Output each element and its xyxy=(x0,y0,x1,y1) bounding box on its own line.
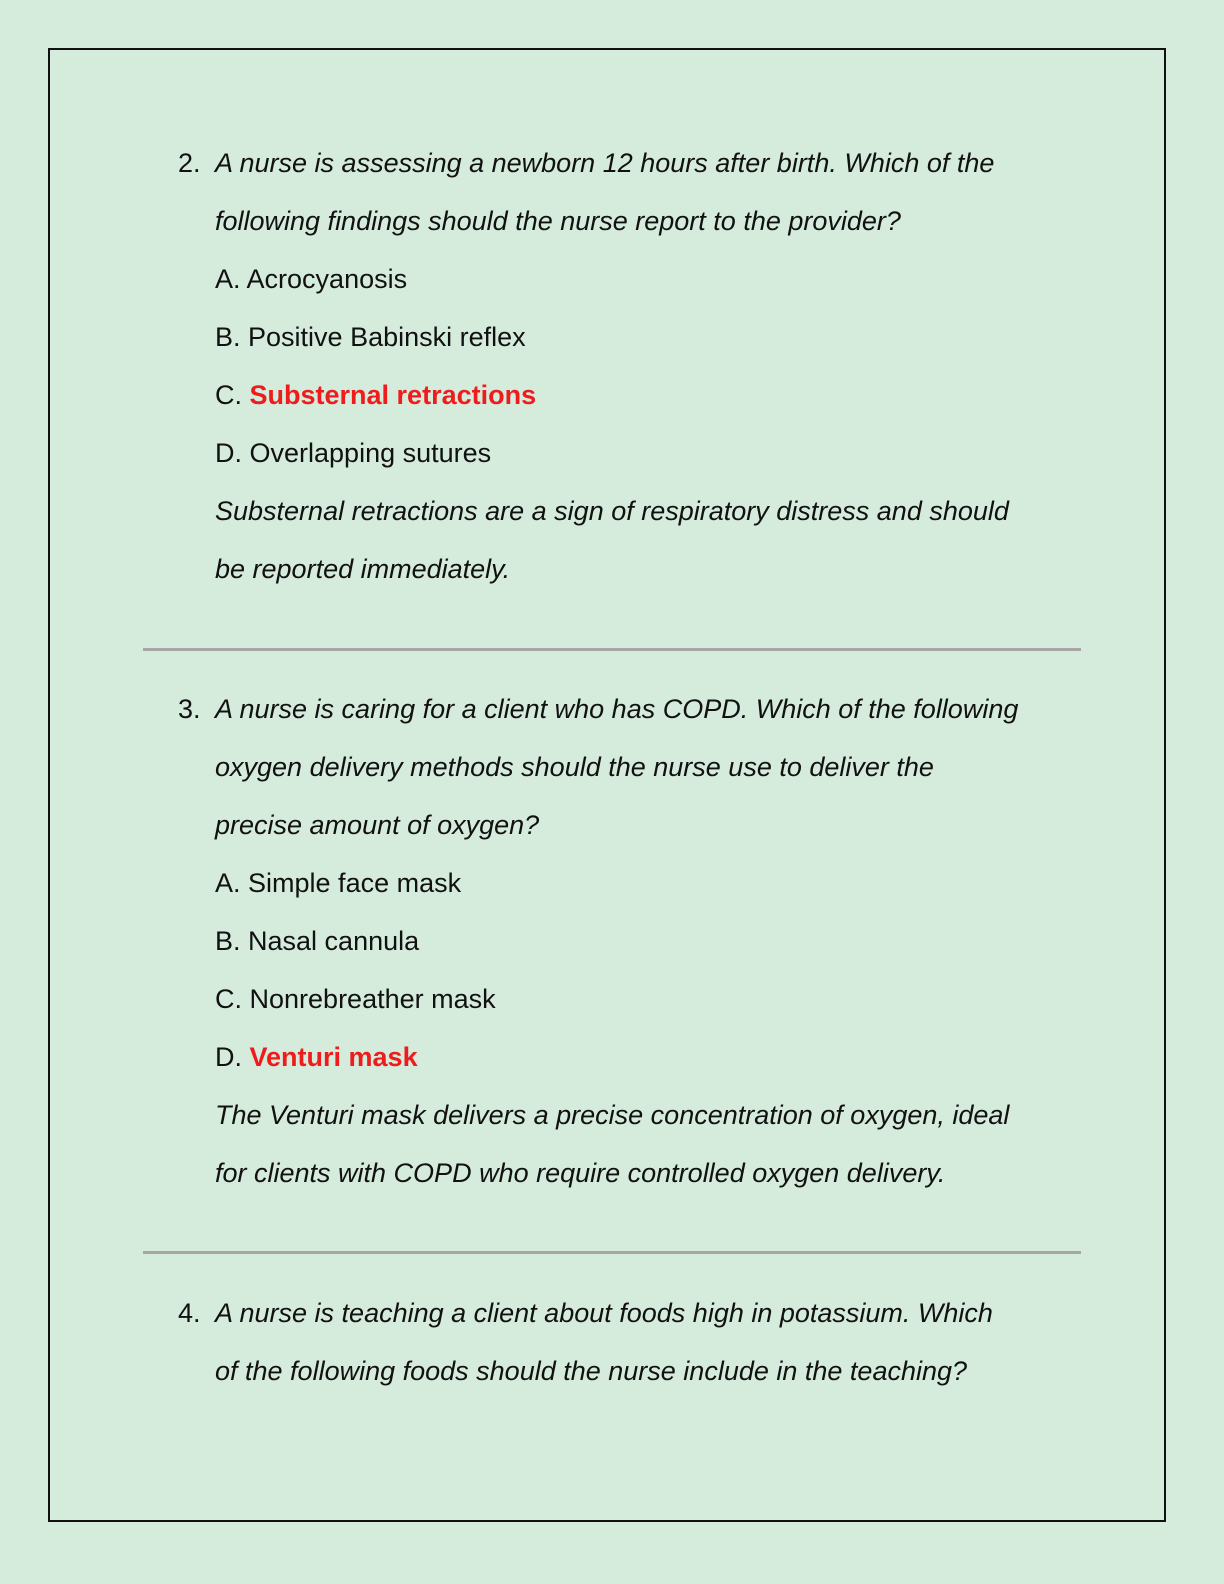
option-text: Positive Babinski reflex xyxy=(248,322,526,352)
option-letter: D. xyxy=(215,1042,242,1072)
question-stem-line: A nurse is teaching a client about foods high in potassium. Which xyxy=(215,1298,993,1328)
option-a xyxy=(215,854,461,912)
option-b xyxy=(215,912,419,970)
option-letter: A. xyxy=(215,868,241,898)
option-d xyxy=(215,1028,418,1086)
option-letter: B. xyxy=(215,926,241,956)
option-letter: A. xyxy=(215,264,241,294)
option-text: Simple face mask xyxy=(248,868,462,898)
option-letter: C. xyxy=(215,380,242,410)
correct-answer-text: Substernal retractions xyxy=(249,380,537,410)
correct-answer-text: Venturi mask xyxy=(249,1042,418,1072)
option-letter: C. xyxy=(215,984,242,1014)
option-text: Acrocyanosis xyxy=(246,264,408,294)
rationale-line: for clients with COPD who require controlled oxygen delivery. xyxy=(215,1158,946,1188)
section-divider xyxy=(143,1251,1081,1254)
option-text: Nasal cannula xyxy=(248,926,420,956)
question-number: 2. xyxy=(178,148,201,178)
option-letter: B. xyxy=(215,322,241,352)
question-stem-line: oxygen delivery methods should the nurse use to deliver the xyxy=(215,752,934,782)
option-b xyxy=(215,308,526,366)
rationale-line: Substernal retractions are a sign of respiratory distress and should xyxy=(215,496,1009,526)
question-number: 3. xyxy=(178,694,201,724)
option-c xyxy=(215,366,536,424)
rationale-line: be reported immediately. xyxy=(215,554,511,584)
option-d xyxy=(215,424,491,482)
question-stem-line: A nurse is caring for a client who has COPD. Which of the following xyxy=(215,694,1019,724)
section-divider xyxy=(143,648,1081,651)
option-letter: D. xyxy=(215,438,242,468)
option-text: Overlapping sutures xyxy=(249,438,492,468)
question-stem-line: following findings should the nurse report to the provider? xyxy=(215,206,901,236)
question-stem-line: A nurse is assessing a newborn 12 hours after birth. Which of the xyxy=(215,148,995,178)
option-a xyxy=(215,250,407,308)
question-number: 4. xyxy=(178,1298,201,1328)
option-c xyxy=(215,970,496,1028)
question-stem-line: precise amount of oxygen? xyxy=(215,810,540,840)
option-text: Nonrebreather mask xyxy=(249,984,496,1014)
question-stem-line: of the following foods should the nurse include in the teaching? xyxy=(215,1356,968,1386)
rationale-line: The Venturi mask delivers a precise concentration of oxygen, ideal xyxy=(215,1100,1010,1130)
